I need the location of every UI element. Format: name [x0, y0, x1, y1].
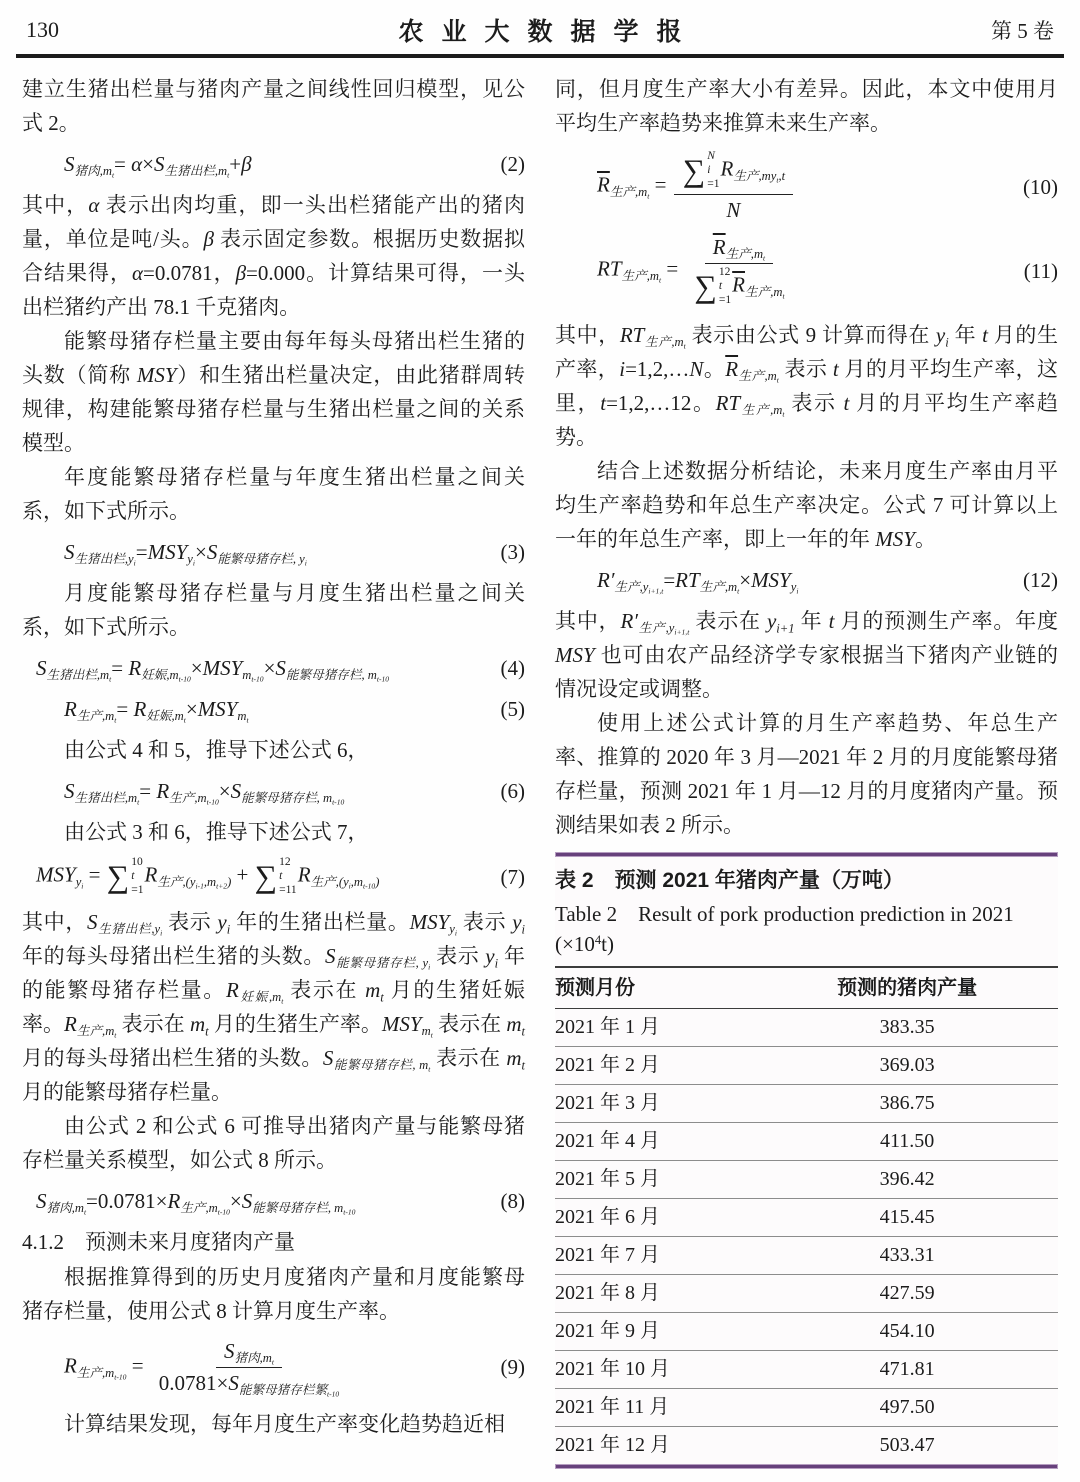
table-cell-value: 369.03: [879, 1053, 935, 1076]
paragraph-annual-relation: 年度能繁母猪存栏量与年度生猪出栏量之间关系，如下式所示。: [22, 465, 525, 523]
paragraph-derive-6: 由公式 4 和 5，推导下述公式 6，: [64, 738, 369, 762]
paragraph-monthly-relation: 月度能繁母猪存栏量与月度生猪出栏量之间关系，如下式所示。: [22, 581, 525, 639]
equation-10-math: $\overline{R}_{生产,m_t}$ = ∑ N i =1 $R_{生产,my_t,t}$ N: [597, 150, 1015, 224]
table-cell-value: 396.42: [879, 1167, 935, 1190]
equation-11: [555, 234, 1058, 308]
paragraph-continuation-right: 同，但月度生产率大小有差异。因此，本文中使用月平均生产率趋势来推算未来生产率。: [555, 77, 1058, 135]
equation-2-number: (2): [500, 152, 525, 176]
table-cell-month: 2021 年 10 月: [555, 1357, 670, 1380]
table-cell-value: 411.50: [879, 1129, 935, 1152]
page-number: 130: [26, 17, 59, 42]
paragraph-continuation: 建立生猪出栏量与猪肉产量之间线性回归模型，见公式 2。: [22, 77, 525, 135]
table-row: [555, 1009, 1058, 1047]
equation-4: [22, 651, 525, 685]
equation-9-math: $R_{生产,m_{t-10}}$ = $\frac{S_{猪肉,m_t}}{0.0781\times S_{能繁母猪存栏繁_{t-10}}}$: [64, 1338, 340, 1399]
table-cell-value: 497.50: [879, 1395, 935, 1418]
paragraph-result-found: 计算结果发现，每年月度生产率变化趋势趋近相: [64, 1412, 505, 1437]
equation-10-number: (10): [1023, 174, 1058, 199]
right-column: [555, 72, 1058, 1469]
paragraph-predicted-rate: 其中，$R'_{生产,y_{i+1,t}}$ 表示在 $y_{i+1}$ 年 t 月的预测生产率。年度 MSY 也可由农产品经济学专家根据当下猪肉产业链的情况设定或调整。: [555, 608, 1059, 701]
table-cell-month: 2021 年 1 月: [555, 1015, 660, 1038]
table-row: [555, 1389, 1058, 1427]
table-cell-month: 2021 年 8 月: [555, 1281, 660, 1304]
equation-9: [22, 1338, 525, 1398]
table-cell-value: 427.59: [879, 1281, 935, 1304]
paragraph-derive-8: 由公式 2 和公式 6 可推导出猪肉产量与能繁母猪存栏量关系模型，如公式 8 所示。: [22, 1113, 525, 1172]
equation-5-math: $R_{生产,m_t}= R_{妊娠,m_t}\times MSY_{m_t}$: [64, 697, 249, 726]
table-cell-month: 2021 年 12 月: [555, 1433, 670, 1456]
paragraph-rt-definitions: 其中，$RT_{生产,m_t}$ 表示由公式 9 计算而得在 $y_i$ 年 t 月的生产率，i=1,2,…N。$\overline{R}_{生产,m_t}$ 表示 t 月的月平均生产率，这里，t=1,2,…12。$RT_{生产,m_t}$ 表示 t 月的月平均生产率趋势。: [555, 322, 1059, 449]
table-cell-month: 2021 年 3 月: [555, 1091, 660, 1114]
table-cell-month: 2021 年 9 月: [555, 1319, 660, 1342]
two-column-body: [0, 58, 1080, 1469]
table-header-month: 预测月份: [555, 976, 635, 999]
page-header: [0, 0, 1080, 52]
table-bottom-accent-bar: [555, 1464, 1058, 1469]
paragraph-alpha-beta: 其中，α 表示出肉均重，即一头出栏猪能产出的猪肉量，单位是吨/头。β 表示固定参数。根据历史数据拟合结果得，α=0.0781，β=0.000。计算结果可得，一头出栏猪约产出 78.1 千克猪肉。: [22, 193, 526, 319]
table-cell-value: 383.35: [879, 1015, 935, 1038]
equation-9-number: (9): [500, 1355, 525, 1380]
table-row: [555, 1427, 1058, 1464]
paragraph-derive-7: 由公式 3 和 6，推导下述公式 7，: [64, 820, 369, 844]
table-row: [555, 1275, 1058, 1313]
equation-3: [22, 535, 525, 569]
table-caption-zh: 表 2 预测 2021 年猪肉产量（万吨）: [555, 868, 904, 892]
table-2-block: [555, 852, 1058, 1469]
equation-5-number: (5): [500, 697, 525, 721]
table-header-row: [555, 966, 1058, 1009]
equation-3-math: $S_{生猪出栏,y_i}=MSY_{y_i}\times S_{能繁母猪存栏, y_i}$: [64, 540, 307, 569]
table-row: [555, 1123, 1058, 1161]
table-caption-en: Table 2 Result of pork production prediction in 2021 $(\times 10^4t)$: [555, 901, 1014, 956]
equation-10: [555, 150, 1058, 224]
volume-label: 第 5 卷: [991, 19, 1054, 43]
equation-5: [22, 692, 525, 726]
equation-4-math: $S_{生猪出栏,m_t}= R_{妊娠,m_{t-10}}\times MSY_{m_{t-10}}\times S_{能繁母猪存栏, m_{t-10}}$: [36, 656, 390, 685]
table-cell-value: 433.31: [879, 1243, 935, 1266]
equation-4-number: (4): [500, 656, 525, 680]
table-row: [555, 1161, 1058, 1199]
equation-8-math: $S_{猪肉,m_t}=0.0781\times R_{生产,m_{t-10}}\times S_{能繁母猪存栏, m_{t-10}}$: [36, 1188, 356, 1217]
equation-7: [22, 856, 525, 898]
table-cell-value: 503.47: [879, 1433, 935, 1456]
equation-7-number: (7): [500, 864, 525, 889]
table-row: [555, 1085, 1058, 1123]
table-cell-month: 2021 年 6 月: [555, 1205, 660, 1228]
table-cell-month: 2021 年 5 月: [555, 1167, 660, 1190]
paragraph-prediction-setup: 使用上述公式计算的月生产率趋势、年总生产率、推算的 2020 年 3 月—2021 年 2 月的月度能繁母猪存栏量，预测 2021 年 1 月—12 月的月度猪肉产量。预测结果如表 2 所示。: [555, 710, 1058, 837]
table-cell-month: 2021 年 11 月: [555, 1395, 670, 1418]
journal-title: 农业大数据学报: [398, 18, 700, 46]
table-cell-value: 386.75: [879, 1091, 935, 1114]
table-header-value: 预测的猪肉产量: [837, 976, 978, 999]
table-row: [555, 1351, 1058, 1389]
equation-12: [555, 563, 1058, 597]
equation-11-math: $RT_{生产,m_t}$ = $\overline{R}_{生产,m_t}$ ∑ 12 t =1 $\overline{R}_{生产,m_t}$: [597, 234, 785, 306]
equation-8-number: (8): [500, 1188, 525, 1213]
equation-2-math: $S_{猪肉,m_t}= \alpha\times S_{生猪出栏,m_t}+\beta$: [64, 152, 252, 181]
paragraph-predict-monthly: 根据推算得到的历史月度猪肉产量和月度能繁母猪存栏量，使用公式 8 计算月度生产率。: [22, 1264, 525, 1323]
table-cell-value: 415.45: [879, 1205, 935, 1228]
table-cell-month: 2021 年 2 月: [555, 1053, 660, 1076]
table-cell-value: 471.81: [879, 1357, 935, 1380]
table-body: [555, 1009, 1058, 1464]
left-column: [22, 72, 525, 1469]
equation-11-number: (11): [1023, 258, 1058, 283]
table-row: [555, 1237, 1058, 1275]
table-row: [555, 1313, 1058, 1351]
equation-8: [22, 1184, 525, 1218]
paragraph-msy-intro: 能繁母猪存栏量主要由每年每头母猪出栏生猪的头数（简称 MSY）和生猪出栏量决定，由此猪群周转规律，构建能繁母猪存栏量与生猪出栏量之间的关系模型。: [22, 329, 526, 455]
table-top-accent-bar: [555, 852, 1058, 857]
equation-12-math: $R'_{生产,y_{i+1,t}}=RT_{生产,m_t}\times MSY_{y_i}$: [597, 567, 799, 596]
table-cell-value: 454.10: [879, 1319, 935, 1342]
table-cell-month: 2021 年 4 月: [555, 1129, 660, 1152]
equation-6-number: (6): [500, 779, 525, 803]
equation-2: [22, 147, 525, 181]
section-heading-4-1-2: 4.1.2 预测未来月度猪肉产量: [22, 1229, 295, 1254]
equation-3-number: (3): [500, 540, 525, 564]
equation-6: [22, 774, 525, 808]
paragraph-symbol-definitions: 其中，$S_{生猪出栏,y_i}$ 表示 $y_i$ 年的生猪出栏量。$MSY_{y_i}$ 表示 $y_i$ 年的每头母猪出栏生猪的头数。$S_{能繁母猪存栏, y_i}$ 表示 $y_i$ 年的能繁母猪存栏量。$R_{妊娠,m_t}$ 表示在 $m_t$ 月的生猪妊娠率。$R_{生产,m_t}$ 表示在 $m_t$ 月的生猪生产率。$MSY_{m_t}$ 表示在 $m_t$ 月的每头母猪出栏生猪的头数。$S_{能繁母猪存栏, m_t}$ 表示在 $m_t$ 月的能繁母猪存栏量。: [22, 909, 526, 1104]
table-row: [555, 1047, 1058, 1085]
equation-7-math: $MSY_{y_i}$ = ∑ 10 t =1 $R_{生产,(y_{i-1},m_{t+2})}$ + ∑ 12 t =11 $R_{生产,(y_i,m_{t-10})}$: [36, 856, 380, 896]
equation-6-math: $S_{生猪出栏,m_t}= R_{生产,m_{t-10}}\times S_{能繁母猪存栏, m_{t-10}}$: [64, 779, 345, 808]
table-cell-month: 2021 年 7 月: [555, 1243, 660, 1266]
paragraph-conclusion-combine: 结合上述数据分析结论，未来月度生产率由月平均生产率趋势和年总生产率决定。公式 7 可计算以上一年的年总生产率，即上一年的年 MSY。: [555, 458, 1058, 551]
equation-12-number: (12): [1023, 567, 1058, 592]
table-row: [555, 1199, 1058, 1237]
